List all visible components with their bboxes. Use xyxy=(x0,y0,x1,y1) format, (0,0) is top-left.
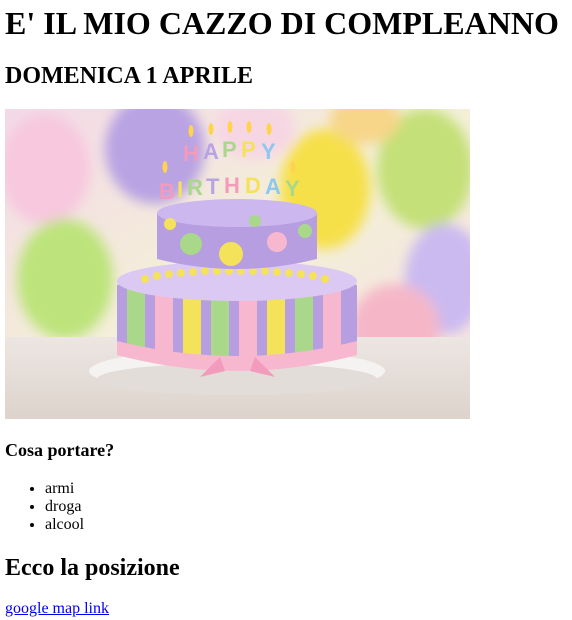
svg-text:I: I xyxy=(177,177,184,202)
svg-text:H: H xyxy=(183,141,199,166)
bring-heading: Cosa portare? xyxy=(5,440,115,460)
svg-text:Y: Y xyxy=(261,139,276,164)
birthday-cake-image xyxy=(5,109,470,419)
svg-text:Y: Y xyxy=(285,176,300,201)
bring-list xyxy=(5,480,84,534)
google-map-link[interactable]: google map link xyxy=(5,600,109,617)
location-heading: Ecco la posizione xyxy=(5,555,180,581)
svg-text:T: T xyxy=(206,174,220,199)
svg-text:B: B xyxy=(159,179,175,204)
svg-text:D: D xyxy=(245,173,261,198)
list-item: • alcool xyxy=(45,516,84,534)
svg-text:A: A xyxy=(265,174,281,199)
svg-text:P: P xyxy=(241,137,256,162)
page-title: E' IL MIO CAZZO DI COMPLEANNO xyxy=(5,5,559,41)
event-date: DOMENICA 1 APRILE xyxy=(5,63,254,89)
list-item: • droga xyxy=(45,498,84,516)
list-item: • armi xyxy=(45,480,84,498)
svg-text:A: A xyxy=(203,139,219,164)
svg-text:P: P xyxy=(222,137,237,162)
svg-text:H: H xyxy=(224,173,240,198)
svg-text:R: R xyxy=(187,175,203,200)
